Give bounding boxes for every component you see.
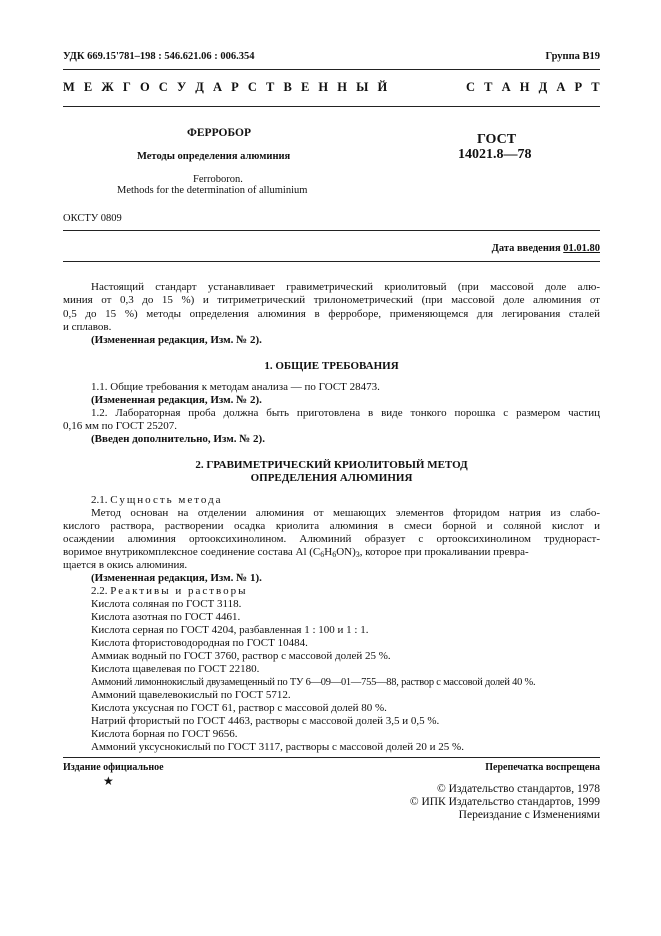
reagent-item: Кислота уксусная по ГОСТ 61, раствор с массовой долей 80 %. xyxy=(91,702,387,714)
intro-line-3: 0,5 до 15 %) методы определения алюминия в ферроборе, применяющемся для легирования сталей xyxy=(63,308,600,320)
section2-1-number: 2.1. xyxy=(91,494,108,506)
essence-text-b: , которое при прокаливании превра- xyxy=(359,546,529,558)
reagent-item: Аммиак водный по ГОСТ 3760, раствор с массовой долей 25 %. xyxy=(91,650,391,662)
reagent-item: Аммоний уксуснокислый по ГОСТ 3117, растворы с массовой долей 20 и 25 %. xyxy=(91,741,464,753)
intro-line-4: и сплавов. xyxy=(63,321,112,333)
section2-2-heading xyxy=(63,585,600,598)
doc-subtitle: Методы определения алюминия xyxy=(137,151,291,162)
intro-line-2: миния от 0,3 до 15 %) и титриметрический трилонометрический (при массовой доле алюминия от xyxy=(63,294,600,306)
essence-line-5: щается в окись алюминия. xyxy=(63,559,188,571)
section2-heading-line2: ОПРЕДЕЛЕНИЯ АЛЮМИНИЯ xyxy=(250,472,413,484)
gost-label: ГОСТ xyxy=(477,132,517,147)
section1-p2-line1: 1.2. Лабораторная проба должна быть приготовлена в виде тонкого порошка с размером частиц xyxy=(91,407,600,419)
reissue-note: Переиздание с Изменениями xyxy=(458,809,600,821)
section2-1-heading xyxy=(63,494,600,507)
date-rule xyxy=(63,261,600,262)
title-rule xyxy=(63,230,600,231)
udk-code: УДК 669.15'781–198 : 546.621.06 : 006.354 xyxy=(63,51,255,62)
essence-line-1: Метод основан на отделении алюминия от мешающих элементов фторидом натрия из слабо- xyxy=(91,507,600,519)
reagent-item: Кислота борная по ГОСТ 9656. xyxy=(91,728,238,740)
standard-banner-right: С Т А Н Д А Р Т xyxy=(466,80,600,94)
copyright-1999: © ИПК Издательство стандартов, 1999 xyxy=(409,796,600,808)
intro-line-1: Настоящий стандарт устанавливает гравиметрический криолитовый (при массовой доле алю- xyxy=(91,281,600,293)
reagent-item: Натрий фтористый по ГОСТ 4463, растворы с массовой долей 3,5 и 0,5 %. xyxy=(91,715,440,727)
section2-note1: (Измененная редакция, Изм. № 1). xyxy=(91,572,262,584)
section2-heading-line1: 2. ГРАВИМЕТРИЧЕСКИЙ КРИОЛИТОВЫЙ МЕТОД xyxy=(195,459,468,471)
intro-date xyxy=(492,243,600,254)
formula-sub-c: 6 xyxy=(320,550,325,559)
section2-2-title: Реактивы и растворы xyxy=(110,585,248,597)
intro-date-value: 01.01.80 xyxy=(563,243,600,254)
doc-title-en: Ferroboron. xyxy=(193,174,243,185)
essence-line-2: кислого раствора, растворении осадка криолита алюминия в смеси борной и соляной кислот и xyxy=(63,520,600,532)
formula-sub-3: 3 xyxy=(355,550,360,559)
footer-rule xyxy=(63,757,600,758)
formula-on: ON) xyxy=(336,546,356,558)
reagent-item: Кислота азотная по ГОСТ 4461. xyxy=(91,611,241,623)
reagent-item: Кислота фтористоводородная по ГОСТ 10484. xyxy=(91,637,308,649)
formula-h: H xyxy=(324,546,333,558)
section1-note2: (Введен дополнительно, Изм. № 2). xyxy=(91,433,265,445)
section1-p1: 1.1. Общие требования к методам анализа — по ГОСТ 28473. xyxy=(91,381,380,393)
reprint-prohibited: Перепечатка воспрещена xyxy=(485,762,600,773)
reagent-item: Кислота серная по ГОСТ 4204, разбавленная 1 : 100 и 1 : 1. xyxy=(91,624,369,636)
reagent-item: Кислота щавелевая по ГОСТ 22180. xyxy=(91,663,260,675)
group-code: Группа В19 xyxy=(545,51,600,62)
section1-note1: (Измененная редакция, Изм. № 2). xyxy=(91,394,262,406)
reagent-item: Кислота соляная по ГОСТ 3118. xyxy=(91,598,242,610)
oksty-code: ОКСТУ 0809 xyxy=(63,213,122,224)
essence-line-3: осаждении алюминия ортооксихинолином. Алюминий образует с ортооксихинолином труднораст- xyxy=(63,533,600,545)
header-rule xyxy=(63,69,600,70)
reagent-item: Аммоний лимоннокислый двузамещенный по ТУ 6—09—01—755—88, раствор с массовой долей 40 %. xyxy=(91,677,536,688)
star-mark: ★ xyxy=(103,774,114,788)
doc-title: ФЕРРОБОР xyxy=(187,127,251,139)
essence-text-a: воримое внутрикомплексное соединение состава Al (C xyxy=(63,546,321,558)
intro-amendment-note: (Измененная редакция, Изм. № 2). xyxy=(91,334,262,346)
standard-banner-left: М Е Ж Г О С У Д А Р С Т В Е Н Н Ы Й xyxy=(63,80,388,94)
section1-p2-line2: 0,16 мм по ГОСТ 25207. xyxy=(63,420,178,432)
intro-date-label: Дата введения xyxy=(491,243,561,254)
formula-sub-h: 6 xyxy=(332,550,337,559)
doc-subtitle-en: Methods for the determination of alluminium xyxy=(117,185,308,196)
section2-1-title: Сущность метода xyxy=(110,494,223,506)
gost-number: 14021.8—78 xyxy=(458,147,532,162)
copyright-1978: © Издательство стандартов, 1978 xyxy=(436,783,600,795)
section1-heading: 1. ОБЩИЕ ТРЕБОВАНИЯ xyxy=(264,360,399,372)
reagent-item: Аммоний щавелевокислый по ГОСТ 5712. xyxy=(91,689,291,701)
section2-2-number: 2.2. xyxy=(91,585,108,597)
official-edition: Издание официальное xyxy=(63,762,164,773)
banner-rule xyxy=(63,106,600,107)
